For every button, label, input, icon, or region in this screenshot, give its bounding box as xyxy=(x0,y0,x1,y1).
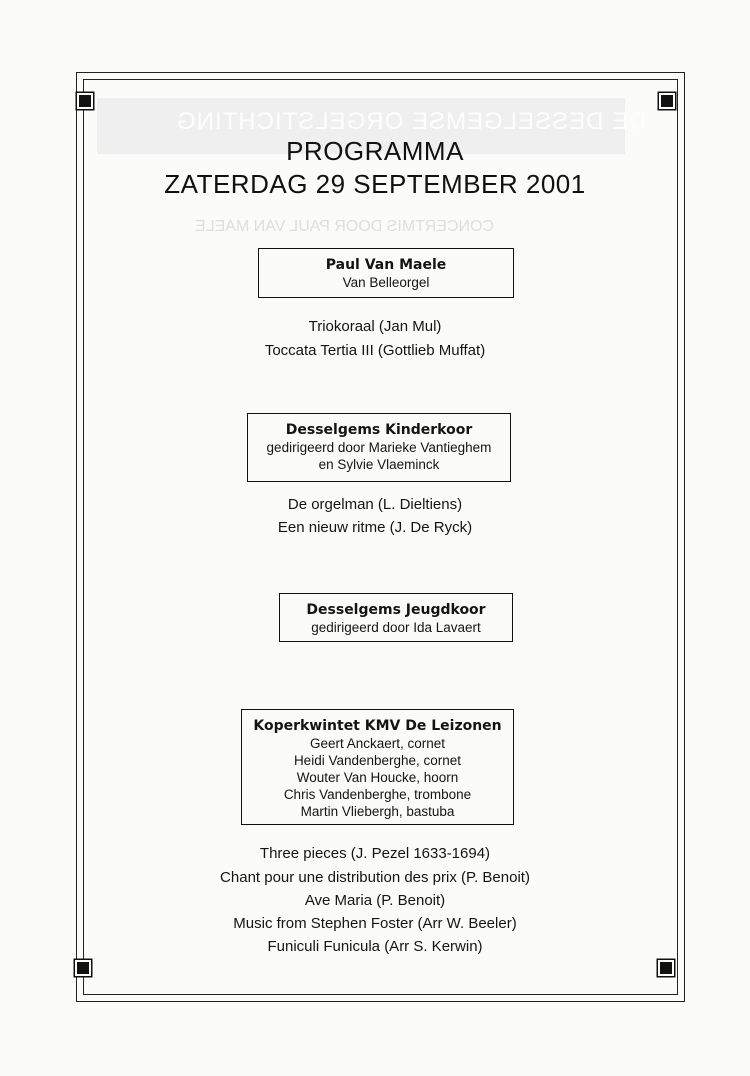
performer-box-koperkwintet xyxy=(241,709,514,825)
ensemble-member: Geert Anckaert, cornet xyxy=(309,736,446,751)
performer-name: Koperkwintet KMV De Leizonen xyxy=(253,718,502,734)
piece-title: Music from Stephen Foster (Arr W. Beeler) xyxy=(233,915,517,932)
piece-title: Triokoraal (Jan Mul) xyxy=(308,318,442,335)
piece-title: Three pieces (J. Pezel 1633-1694) xyxy=(259,845,491,862)
performer-name: Paul Van Maele xyxy=(325,257,447,273)
ensemble-member: Martin Vliebergh, bastuba xyxy=(300,804,455,819)
piece-title: Funiculi Funicula (Arr S. Kerwin) xyxy=(267,938,483,955)
performer-detail: gedirigeerd door Marieke Vantieghem xyxy=(266,440,492,455)
performer-detail: Van Belleorgel xyxy=(342,275,430,290)
performer-name: Desselgems Kinderkoor xyxy=(285,422,473,438)
performer-name: Desselgems Jeugdkoor xyxy=(306,602,486,618)
corner-ornament-top-right xyxy=(661,95,673,107)
ensemble-member: Heidi Vandenberghe, cornet xyxy=(293,753,462,768)
bleed-through-banner: DE DESSELGEMSE ORGELSTICHTING xyxy=(176,108,647,135)
piece-title: Toccata Tertia III (Gottlieb Muffat) xyxy=(264,342,486,359)
corner-ornament-bottom-left xyxy=(77,962,89,974)
performer-detail: en Sylvie Vlaeminck xyxy=(318,457,440,472)
performer-detail: gedirigeerd door Ida Lavaert xyxy=(311,620,481,635)
performer-box-organist xyxy=(258,248,514,298)
ensemble-member: Wouter Van Houcke, hoorn xyxy=(296,770,459,785)
piece-title: Een nieuw ritme (J. De Ryck) xyxy=(277,519,473,536)
program-date: ZATERDAG 29 SEPTEMBER 2001 xyxy=(164,169,586,199)
corner-ornament-top-left xyxy=(79,95,91,107)
piece-title: Chant pour une distribution des prix (P. Benoit) xyxy=(220,869,530,886)
ensemble-member: Chris Vandenberghe, trombone xyxy=(283,787,472,802)
piece-title: De orgelman (L. Dieltiens) xyxy=(287,496,463,513)
performer-box-kinderkoor xyxy=(247,413,511,482)
performer-box-jeugdkoor xyxy=(279,593,513,642)
bleed-through-subtitle: CONCERTMIS DOOR PAUL VAN MAELE xyxy=(195,218,495,235)
corner-ornament-bottom-right xyxy=(660,962,672,974)
program-title: PROGRAMMA xyxy=(286,136,464,166)
piece-title: Ave Maria (P. Benoit) xyxy=(304,892,446,909)
